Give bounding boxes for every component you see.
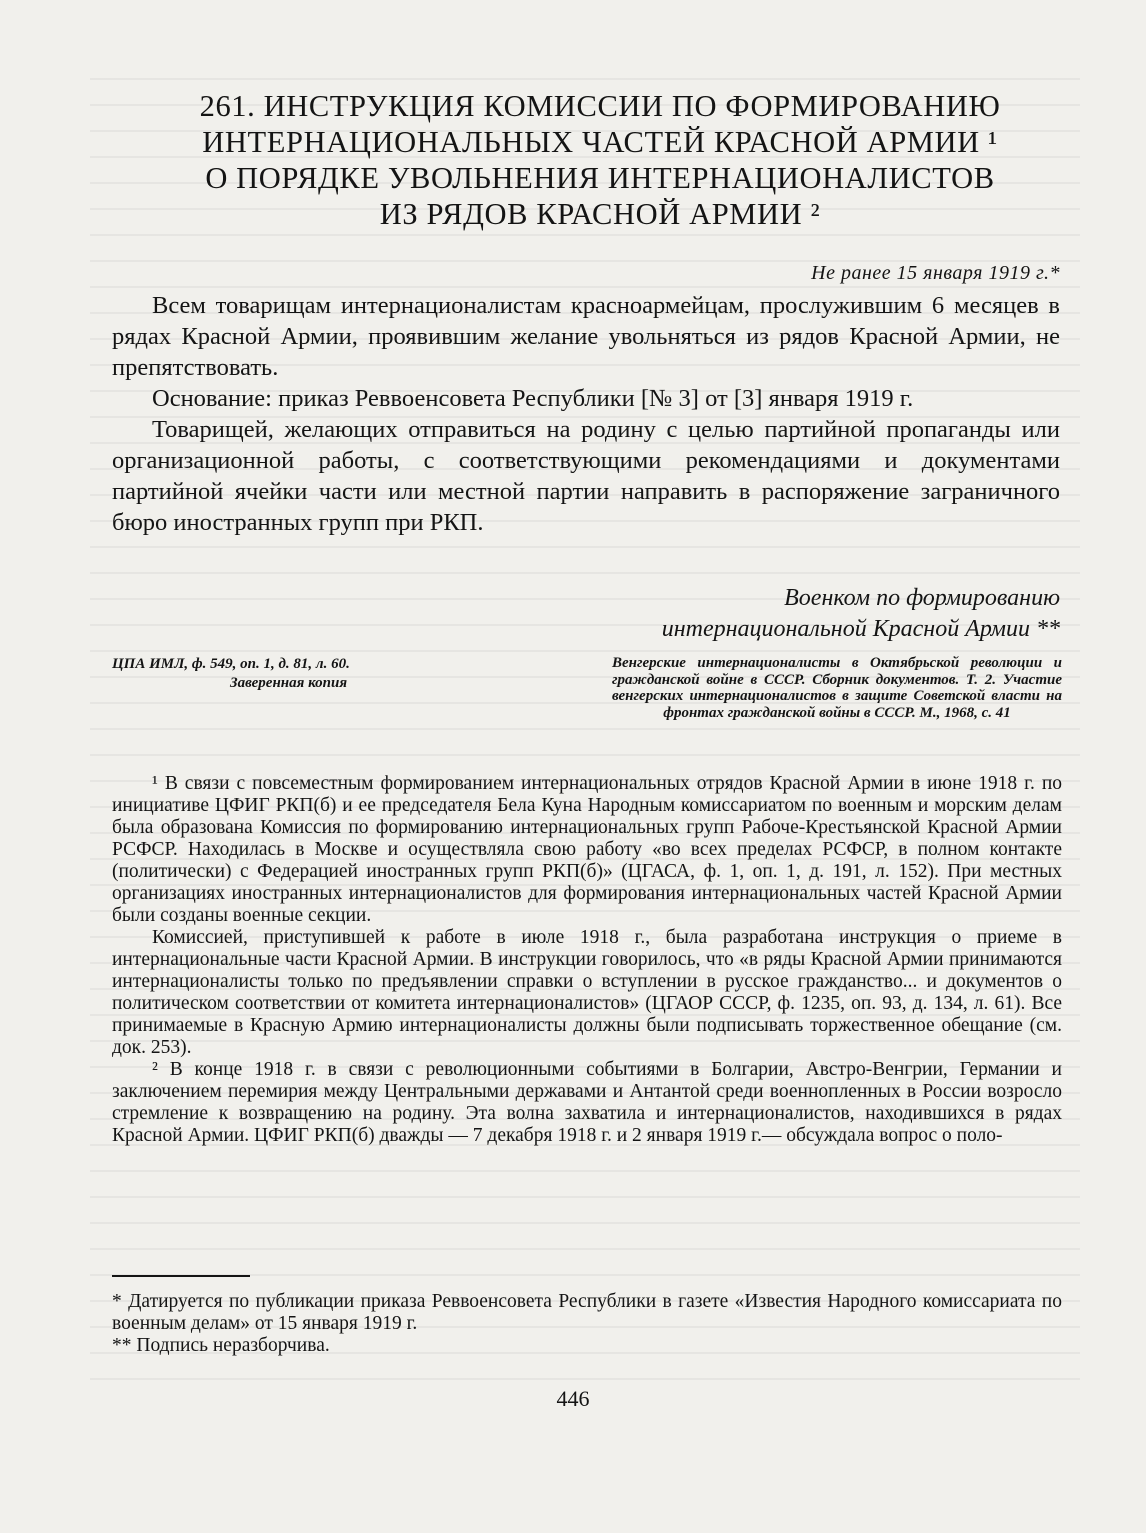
- title-line: ИЗ РЯДОВ КРАСНОЙ АРМИИ ²: [379, 197, 821, 231]
- archive-source: [112, 655, 612, 693]
- body-paragraph: Всем товарищам интернационалистам красноармейцам, прослужившим 6 месяцев в рядах Красной Армии, проявившим желание увольняться из рядов Красной Армии, не препятствовать.: [112, 292, 1060, 381]
- document-body: [112, 290, 1060, 538]
- page-number: 446: [556, 1386, 590, 1411]
- body-paragraph: Основание: приказ Реввоенсовета Республики [№ 3] от [3] января 1919 г.: [152, 385, 914, 412]
- body-paragraph: Товарищей, желающих отправиться на родину с целью партийной пропаганды или организационной работы, с соответствующими рекомендациями и документами партийной ячейки части или местной партии направить в распоряжение заграничного бюро иностранных групп при РКП.: [112, 416, 1060, 536]
- signature-line: Военком по формированию: [784, 585, 1060, 611]
- footnote: ** Подпись неразборчива.: [112, 1335, 330, 1356]
- signature-block: [460, 583, 1060, 645]
- document-title: [100, 88, 1100, 232]
- title-line: О ПОРЯДКЕ УВОЛЬНЕНИЯ ИНТЕРНАЦИОНАЛИСТОВ: [205, 161, 995, 195]
- publication-source: Венгерские интернационалисты в Октябрьской революции и гражданской войне в СССР. Сборник документов. Т. 2. Участие венгерских интернационалистов в защите Советской власти на фронтах гражданской войны в СССР. М., 1968, с. 41: [612, 655, 1062, 721]
- endnote: ¹ В связи с повсеместным формированием интернациональных отрядов Красной Армии в июне 1918 г. по инициативе ЦФИГ РКП(б) и ее председателя Бела Куна Народным комиссариатом по военным и морским делам была образована Комиссия по формированию интернациональных групп Рабоче-Крестьянской Красной Армии РСФСР. Находилась в Москве и осуществляла свою работу «во всех пределах РСФСР, в полном контакте (политически) с Федерацией иностранных групп РКП(б)» (ЦГАСА, ф. 1, оп. 1, д. 191, л. 152). При местных организациях иностранных интернационалистов для формирования интернациональных частей Красной Армии были созданы военные секции.: [112, 773, 1062, 926]
- signature-line: интернациональной Красной Армии **: [661, 616, 1060, 642]
- archive-reference: ЦПА ИМЛ, ф. 549, оп. 1, д. 81, л. 60.: [112, 656, 350, 672]
- document-date: Не ранее 15 января 1919 г.*: [811, 262, 1060, 284]
- title-line: 261. ИНСТРУКЦИЯ КОМИССИИ ПО ФОРМИРОВАНИЮ: [199, 89, 1001, 123]
- footnotes: [112, 1291, 1062, 1357]
- footnote: * Датируется по публикации приказа Реввоенсовета Республики в газете «Известия Народного комиссариата по военным делам» от 15 января 1919 г.: [112, 1291, 1062, 1334]
- endnotes: [112, 773, 1062, 1147]
- endnote: ² В конце 1918 г. в связи с революционными событиями в Болгарии, Австро-Венгрии, Германии и заключением перемирия между Центральными державами и Антантой среди военнопленных в России возросло стремление к возвращению на родину. Эта волна захватила и интернационалистов, находившихся в рядах Красной Армии. ЦФИГ РКП(б) дважды — 7 декабря 1918 г. и 2 января 1919 г.— обсуждала вопрос о поло-: [112, 1059, 1062, 1146]
- footnote-divider: [112, 1275, 250, 1277]
- title-line: ИНТЕРНАЦИОНАЛЬНЫХ ЧАСТЕЙ КРАСНОЙ АРМИИ ¹: [202, 125, 998, 159]
- endnote: Комиссией, приступившей к работе в июле 1918 г., была разработана инструкция о приеме в интернациональные части Красной Армии. В инструкции говорилось, что «в ряды Красной Армии принимаются интернационалисты только по предъявлении справки о вступлении в русское гражданство... и документов о политическом соответствии от комитета интернационалистов» (ЦГАОР СССР, ф. 1235, оп. 93, д. 134, л. 61). Все принимаемые в Красную Армию интернационалисты должны были подписывать торжественное обещание (см. док. 253).: [112, 927, 1062, 1058]
- copy-note: Заверенная копия: [230, 675, 348, 691]
